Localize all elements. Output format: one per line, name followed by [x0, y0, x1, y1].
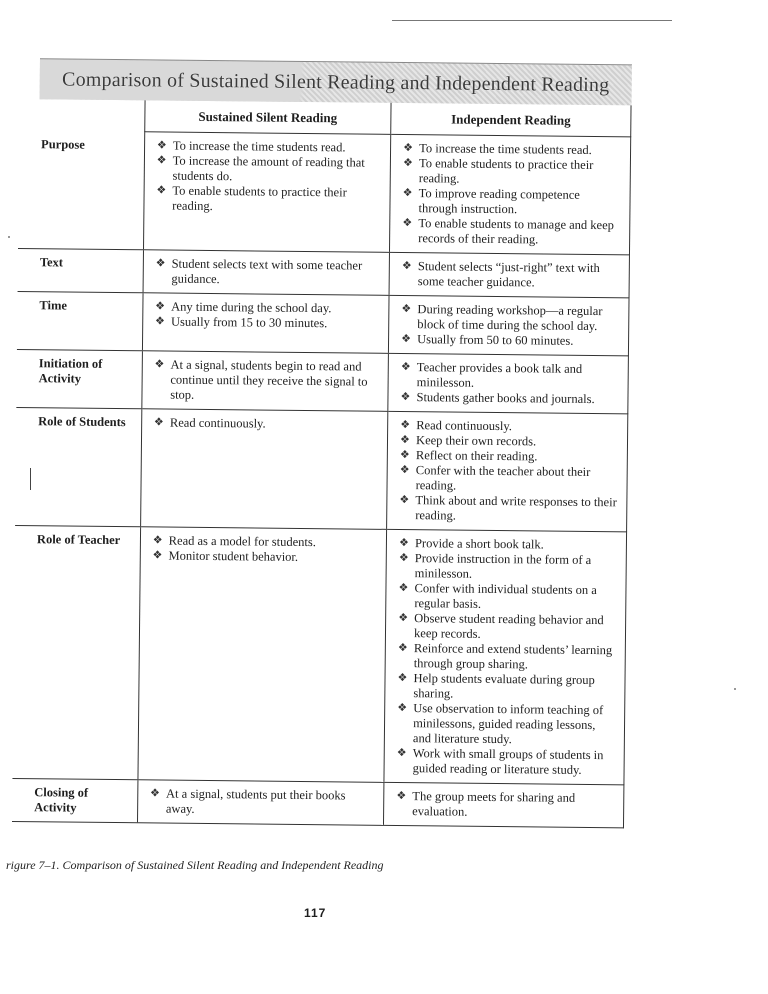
item-text: Reinforce and extend students’ learning through group sharing.: [413, 641, 613, 672]
item-text: Student selects text with some teacher guidance.: [171, 256, 363, 287]
list-item: [399, 156, 622, 188]
table-row: [18, 248, 630, 297]
item-text: Students gather books and journals.: [416, 390, 595, 407]
diamond-bullet-icon: ❖: [396, 789, 407, 803]
ir-cell: [390, 134, 631, 255]
list-item: [397, 360, 620, 392]
item-text: Provide a short book talk.: [414, 536, 544, 552]
bullet-list: [392, 789, 615, 821]
diamond-bullet-icon: ❖: [398, 551, 409, 565]
item-text: Think about and write responses to their reading.: [415, 493, 617, 523]
list-item: [394, 581, 617, 613]
figure-page: [12, 58, 632, 828]
ssr-cell: [142, 351, 389, 412]
diamond-bullet-icon: ❖: [398, 536, 409, 550]
list-item: [398, 186, 621, 218]
bullet-list: [151, 256, 381, 288]
diamond-bullet-icon: ❖: [152, 549, 163, 562]
margin-mark: [30, 468, 31, 490]
bullet-list: [151, 299, 381, 331]
figure-caption: rigure 7–1. Comparison of Sustained Silent Reading and Independent Reading: [6, 858, 384, 872]
list-item: [393, 671, 616, 703]
list-item: [394, 611, 617, 643]
diamond-bullet-icon: ❖: [156, 154, 167, 167]
item-text: Student selects “just-right” text with some teacher guidance.: [417, 259, 600, 290]
diamond-bullet-icon: ❖: [402, 157, 413, 170]
diamond-bullet-icon: ❖: [155, 300, 166, 313]
diamond-bullet-icon: ❖: [153, 416, 164, 429]
item-text: To increase the time students read.: [419, 141, 592, 157]
bullet-list: [396, 360, 619, 407]
diamond-bullet-icon: ❖: [156, 184, 167, 197]
list-item: [396, 390, 619, 407]
bullet-list: [398, 259, 621, 291]
diamond-bullet-icon: ❖: [396, 746, 407, 760]
item-text: Usually from 15 to 30 minutes.: [170, 314, 328, 331]
ir-cell: [389, 252, 629, 298]
page-number: 117: [304, 906, 327, 920]
item-text: Help students evaluate during group sharing.: [413, 671, 595, 701]
ssr-cell: [138, 527, 387, 783]
diamond-bullet-icon: ❖: [397, 701, 408, 715]
item-text: The group meets for sharing and evaluation.: [412, 789, 576, 819]
bullet-list: [393, 536, 618, 778]
table-row: [12, 778, 624, 827]
item-text: At a signal, students begin to read and continue until they receive the signal to stop.: [170, 357, 368, 402]
list-item: [397, 332, 620, 349]
diamond-bullet-icon: ❖: [403, 142, 414, 155]
diamond-bullet-icon: ❖: [154, 315, 165, 328]
list-item: [397, 302, 620, 334]
ir-cell: [384, 782, 624, 828]
diamond-bullet-icon: ❖: [402, 187, 413, 200]
item-text: Read as a model for students.: [168, 533, 316, 550]
table-row: [12, 525, 626, 784]
diamond-bullet-icon: ❖: [398, 611, 409, 625]
item-text: Use observation to inform teaching of minilessons, guided reading lessons, and literature study.: [412, 701, 604, 747]
row-label: Closing of Activity: [12, 778, 138, 822]
diamond-bullet-icon: ❖: [402, 217, 413, 230]
list-item: [393, 701, 616, 748]
row-label: Text: [18, 248, 144, 292]
row-label: Role of Students: [15, 407, 141, 526]
diamond-bullet-icon: ❖: [156, 139, 167, 152]
item-text: Work with small groups of students in guided reading or literature study.: [412, 746, 604, 777]
ir-cell: [388, 295, 629, 356]
item-text: To enable students to practice their reading.: [172, 183, 347, 214]
bullet-list: [152, 138, 382, 215]
item-text: Usually from 50 to 60 minutes.: [417, 332, 574, 348]
list-item: [151, 314, 380, 331]
diamond-bullet-icon: ❖: [154, 358, 165, 371]
item-text: To increase the amount of reading that students do.: [172, 153, 365, 184]
diamond-bullet-icon: ❖: [152, 534, 163, 547]
header-ssr: Sustained Silent Reading: [144, 100, 391, 134]
item-text: To increase the time students read.: [172, 138, 346, 155]
item-text: Provide instruction in the form of a minilesson.: [414, 551, 592, 581]
item-text: During reading workshop—a regular block of time during the school day.: [417, 302, 603, 334]
ssr-cell: [137, 780, 384, 826]
table-row: [16, 349, 628, 413]
bullet-list: [397, 302, 620, 349]
list-item: [392, 789, 615, 821]
table-row: [15, 407, 628, 531]
item-text: Observe student reading behavior and keep records.: [413, 611, 604, 641]
row-label: Time: [17, 291, 143, 350]
list-item: [398, 259, 621, 291]
top-rule: [392, 20, 672, 21]
diamond-bullet-icon: ❖: [397, 641, 408, 655]
list-item: [394, 641, 617, 673]
diamond-bullet-icon: ❖: [400, 419, 411, 432]
item-text: Read continuously.: [416, 418, 513, 434]
diamond-bullet-icon: ❖: [155, 257, 166, 270]
bullet-list: [150, 357, 380, 404]
list-item: [393, 746, 616, 778]
item-text: Keep their own records.: [416, 433, 537, 449]
list-item: [151, 256, 381, 288]
table-row: [17, 291, 629, 355]
diamond-bullet-icon: ❖: [401, 260, 412, 273]
item-text: At a signal, students put their books away.: [165, 786, 346, 816]
diamond-bullet-icon: ❖: [400, 391, 411, 404]
bullet-list: [395, 418, 619, 525]
table-row: [18, 130, 631, 254]
row-label: Role of Teacher: [12, 525, 140, 779]
item-text: To enable students to practice their reading.: [418, 156, 594, 186]
comparison-table: [12, 99, 632, 828]
list-item: [395, 551, 618, 583]
item-text: Monitor student behavior.: [168, 548, 299, 564]
bullet-list: [146, 786, 376, 818]
list-item: [395, 493, 618, 525]
header-ir: Independent Reading: [391, 103, 631, 137]
list-item: [152, 153, 382, 185]
ssr-cell: [142, 293, 389, 354]
diamond-bullet-icon: ❖: [399, 449, 410, 462]
title-banner: [40, 58, 632, 105]
list-item: [146, 786, 376, 818]
ssr-cell: [143, 250, 390, 296]
list-item: [150, 415, 379, 432]
item-text: Confer with the teacher about their reading.: [415, 463, 591, 493]
table-body: [12, 130, 631, 827]
bullet-list: [148, 533, 378, 565]
diamond-bullet-icon: ❖: [401, 333, 412, 346]
diamond-bullet-icon: ❖: [399, 463, 410, 477]
item-text: Teacher provides a book talk and minilesson.: [416, 360, 583, 390]
list-item: [152, 183, 382, 215]
item-text: Read continuously.: [169, 415, 266, 431]
diamond-bullet-icon: ❖: [401, 303, 412, 316]
speck: [734, 688, 736, 690]
diamond-bullet-icon: ❖: [400, 361, 411, 374]
diamond-bullet-icon: ❖: [399, 493, 410, 507]
list-item: [148, 548, 377, 565]
item-text: Confer with individual students on a regular basis.: [414, 581, 597, 611]
row-label: Purpose: [18, 130, 144, 249]
header-blank: [19, 99, 145, 132]
list-item: [150, 357, 380, 404]
ssr-cell: [143, 132, 391, 253]
item-text: Reflect on their reading.: [415, 448, 538, 464]
ssr-cell: [140, 409, 388, 530]
figure-title: Comparison of Sustained Silent Reading and Independent Reading: [62, 67, 610, 96]
bullet-list: [398, 141, 622, 248]
diamond-bullet-icon: ❖: [150, 787, 161, 800]
row-label: Initiation of Activity: [16, 349, 142, 408]
list-item: [398, 216, 621, 248]
ir-cell: [384, 529, 627, 784]
ir-cell: [387, 411, 628, 532]
diamond-bullet-icon: ❖: [400, 434, 411, 447]
diamond-bullet-icon: ❖: [398, 581, 409, 595]
item-text: To enable students to manage and keep records of their reading.: [418, 216, 615, 247]
item-text: To improve reading competence through instruction.: [418, 186, 580, 217]
item-text: Any time during the school day.: [171, 299, 332, 316]
list-item: [396, 463, 619, 495]
bullet-list: [150, 415, 379, 432]
diamond-bullet-icon: ❖: [397, 671, 408, 685]
ir-cell: [388, 353, 629, 414]
speck: [8, 236, 10, 238]
